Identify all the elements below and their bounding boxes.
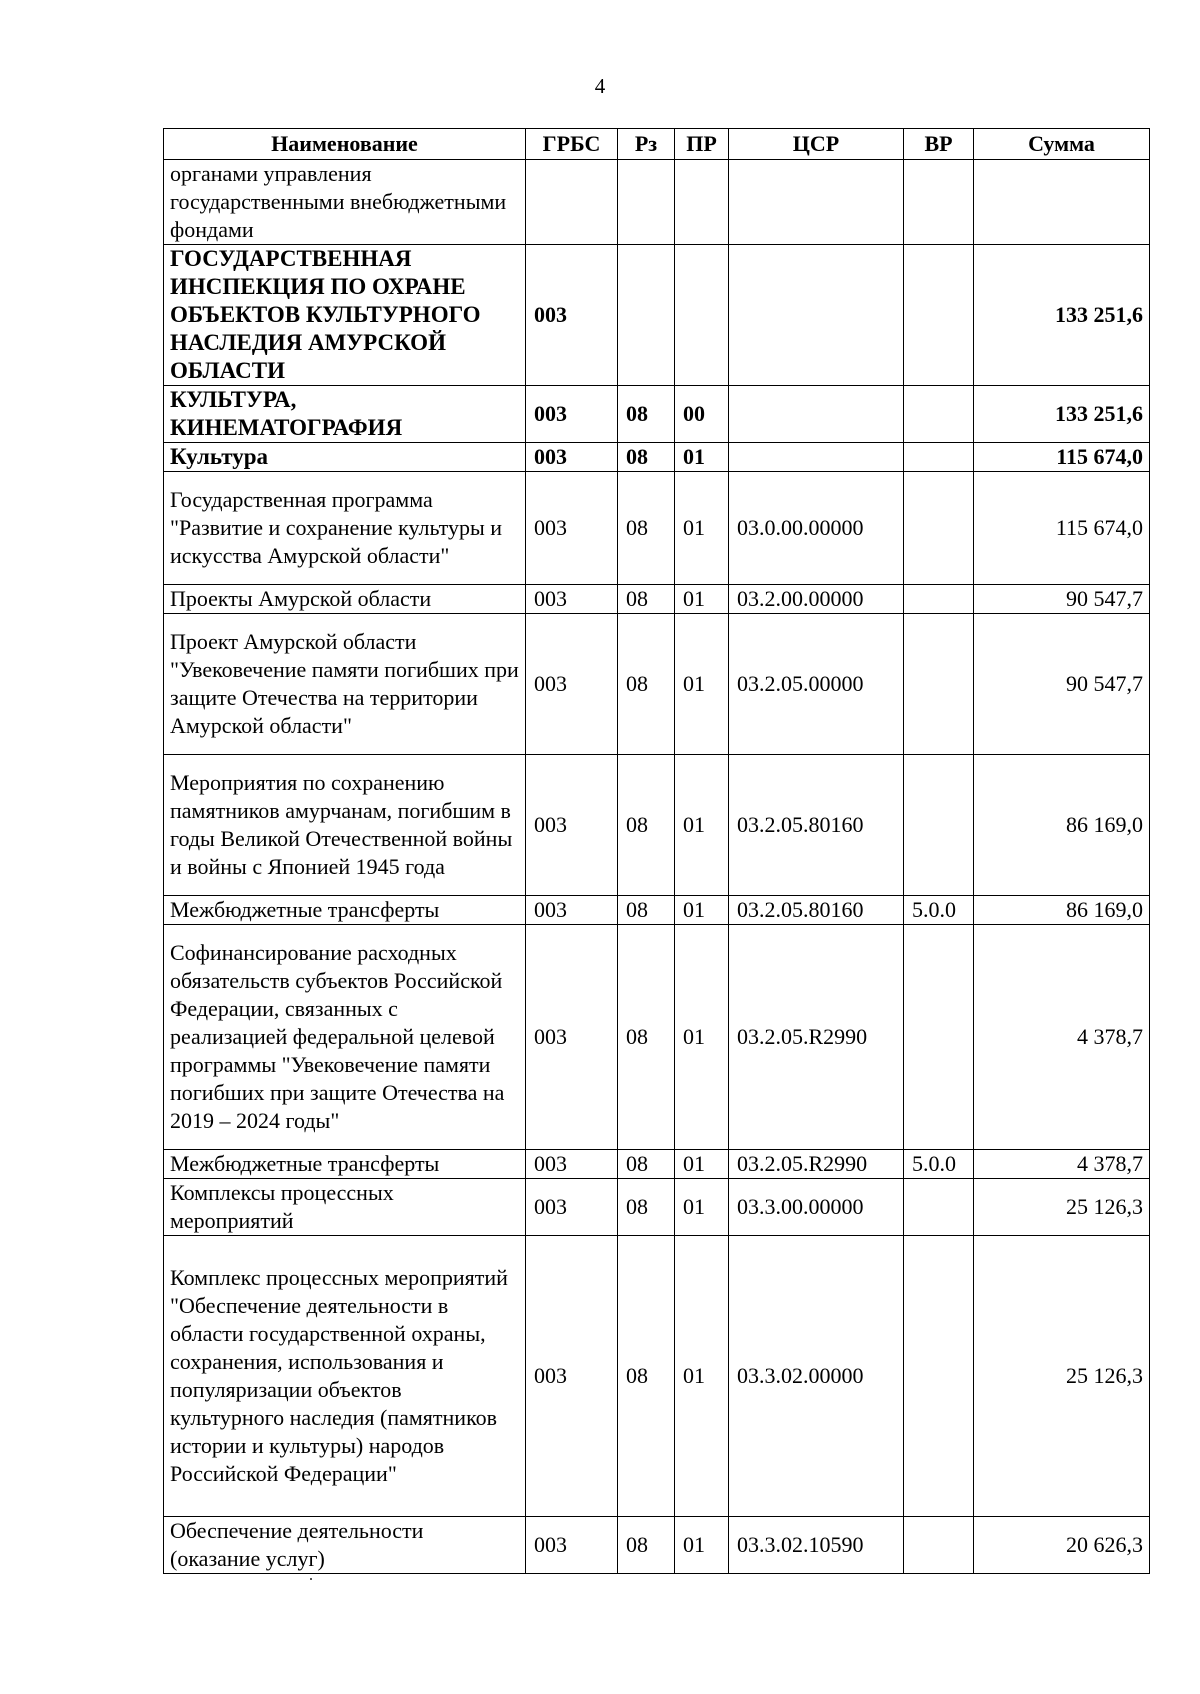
cell-grbs: 003 — [526, 585, 618, 614]
cell-pr: 00 — [675, 386, 729, 443]
header-name: Наименование — [164, 129, 526, 160]
cell-name: Государственная программа "Развитие и сохранение культуры и искусства Амурской области" — [164, 472, 526, 585]
cell-rz: 08 — [618, 585, 675, 614]
cell-rz: 08 — [618, 925, 675, 1150]
cell-name: Комплексы процессных мероприятий — [164, 1179, 526, 1236]
cell-name: Комплекс процессных мероприятий "Обеспечение деятельности в области государственной охраны, сохранения, использования и популяризации объектов культурного наследия (памятников истории и культуры) народов Российской Федерации" — [164, 1236, 526, 1517]
cell-name: Межбюджетные трансферты — [164, 896, 526, 925]
cell-sum: 133 251,6 — [974, 245, 1150, 386]
table-row — [164, 755, 1150, 896]
cell-csr: 03.3.02.00000 — [729, 1236, 904, 1517]
header-csr: ЦСР — [729, 129, 904, 160]
cell-name: органами управления государственными внебюджетными фондами — [164, 160, 526, 245]
page-number: 4 — [594, 74, 606, 98]
cell-csr — [729, 443, 904, 472]
cell-rz: 08 — [618, 1150, 675, 1179]
table-row — [164, 443, 1150, 472]
cell-pr: 01 — [675, 585, 729, 614]
cell-pr: 01 — [675, 896, 729, 925]
cell-grbs: 003 — [526, 614, 618, 755]
cell-rz: 08 — [618, 386, 675, 443]
cell-csr: 03.3.00.00000 — [729, 1179, 904, 1236]
header-grbs: ГРБС — [526, 129, 618, 160]
cell-sum: 20 626,3 — [974, 1517, 1150, 1574]
cell-vr — [904, 755, 974, 896]
cell-pr: 01 — [675, 925, 729, 1150]
table-row — [164, 925, 1150, 1150]
header-vr: ВР — [904, 129, 974, 160]
cell-pr: 01 — [675, 1236, 729, 1517]
cell-csr: 03.2.05.80160 — [729, 896, 904, 925]
cell-vr: 5.0.0 — [904, 896, 974, 925]
table-row — [164, 386, 1150, 443]
cell-csr: 03.2.05.R2990 — [729, 925, 904, 1150]
cell-sum: 86 169,0 — [974, 896, 1150, 925]
table-row — [164, 1179, 1150, 1236]
cell-pr: 01 — [675, 1150, 729, 1179]
cell-name: Обеспечение деятельности (оказание услуг) — [164, 1517, 526, 1574]
table-row — [164, 896, 1150, 925]
cell-pr: 01 — [675, 443, 729, 472]
cell-pr: 01 — [675, 472, 729, 585]
cell-name: Межбюджетные трансферты — [164, 1150, 526, 1179]
cell-vr — [904, 443, 974, 472]
cell-csr: 03.2.05.80160 — [729, 755, 904, 896]
cell-name: Мероприятия по сохранению памятников амурчанам, погибшим в годы Великой Отечественной войны и войны с Японией 1945 года — [164, 755, 526, 896]
cell-grbs: 003 — [526, 443, 618, 472]
cell-grbs — [526, 160, 618, 245]
cell-vr — [904, 1517, 974, 1574]
cell-rz — [618, 245, 675, 386]
cell-vr — [904, 386, 974, 443]
cell-grbs: 003 — [526, 1150, 618, 1179]
cell-name: Проекты Амурской области — [164, 585, 526, 614]
cell-rz: 08 — [618, 1517, 675, 1574]
cell-sum: 86 169,0 — [974, 755, 1150, 896]
cell-sum — [974, 160, 1150, 245]
cell-rz: 08 — [618, 1179, 675, 1236]
cell-name: КУЛЬТУРА, КИНЕМАТОГРАФИЯ — [164, 386, 526, 443]
cell-pr: 01 — [675, 1517, 729, 1574]
cell-sum: 90 547,7 — [974, 614, 1150, 755]
cell-pr — [675, 160, 729, 245]
cell-rz: 08 — [618, 896, 675, 925]
cell-pr: 01 — [675, 755, 729, 896]
cell-pr: 01 — [675, 1179, 729, 1236]
cell-grbs: 003 — [526, 1517, 618, 1574]
cell-csr: 03.0.00.00000 — [729, 472, 904, 585]
cell-rz: 08 — [618, 755, 675, 896]
cell-sum: 133 251,6 — [974, 386, 1150, 443]
table-row — [164, 160, 1150, 245]
cell-vr — [904, 472, 974, 585]
cell-grbs: 003 — [526, 386, 618, 443]
cell-csr — [729, 245, 904, 386]
cell-rz: 08 — [618, 443, 675, 472]
cell-grbs: 003 — [526, 245, 618, 386]
cell-vr — [904, 1236, 974, 1517]
cell-name: Софинансирование расходных обязательств субъектов Российской Федерации, связанных с реализацией федеральной целевой программы "Увековечение памяти погибших при защите Отечества на 2019 – 2024 годы" — [164, 925, 526, 1150]
cell-rz — [618, 160, 675, 245]
cell-sum: 115 674,0 — [974, 472, 1150, 585]
cell-csr: 03.2.00.00000 — [729, 585, 904, 614]
table-row — [164, 1150, 1150, 1179]
cell-sum: 4 378,7 — [974, 1150, 1150, 1179]
cell-vr — [904, 585, 974, 614]
cell-vr — [904, 1179, 974, 1236]
cell-name: Проект Амурской области "Увековечение памяти погибших при защите Отечества на территории Амурской области" — [164, 614, 526, 755]
table-row — [164, 245, 1150, 386]
header-pr: ПР — [675, 129, 729, 160]
budget-table — [163, 128, 1150, 1574]
cell-rz: 08 — [618, 472, 675, 585]
header-sum: Сумма — [974, 129, 1150, 160]
cell-vr — [904, 160, 974, 245]
cell-name: Культура — [164, 443, 526, 472]
cell-sum: 90 547,7 — [974, 585, 1150, 614]
cell-grbs: 003 — [526, 472, 618, 585]
cell-vr: 5.0.0 — [904, 1150, 974, 1179]
cell-grbs: 003 — [526, 896, 618, 925]
cell-vr — [904, 245, 974, 386]
cell-sum: 25 126,3 — [974, 1236, 1150, 1517]
cell-pr — [675, 245, 729, 386]
cell-sum: 25 126,3 — [974, 1179, 1150, 1236]
cell-rz: 08 — [618, 1236, 675, 1517]
cell-csr: 03.2.05.R2990 — [729, 1150, 904, 1179]
table-row — [164, 472, 1150, 585]
cell-grbs: 003 — [526, 925, 618, 1150]
cell-csr — [729, 160, 904, 245]
header-rz: Рз — [618, 129, 675, 160]
cell-vr — [904, 925, 974, 1150]
cell-csr — [729, 386, 904, 443]
cell-grbs: 003 — [526, 755, 618, 896]
cell-rz: 08 — [618, 614, 675, 755]
table-row — [164, 585, 1150, 614]
cell-grbs: 003 — [526, 1179, 618, 1236]
table-row — [164, 614, 1150, 755]
table-header-row — [164, 129, 1150, 160]
table-row — [164, 1236, 1150, 1517]
cell-pr: 01 — [675, 614, 729, 755]
cell-name: ГОСУДАРСТВЕННАЯ ИНСПЕКЦИЯ ПО ОХРАНЕ ОБЪЕКТОВ КУЛЬТУРНОГО НАСЛЕДИЯ АМУРСКОЙ ОБЛАСТИ — [164, 245, 526, 386]
cell-csr: 03.2.05.00000 — [729, 614, 904, 755]
cell-sum: 4 378,7 — [974, 925, 1150, 1150]
scan-speck — [310, 1578, 312, 1580]
cell-grbs: 003 — [526, 1236, 618, 1517]
cell-csr: 03.3.02.10590 — [729, 1517, 904, 1574]
cell-sum: 115 674,0 — [974, 443, 1150, 472]
table-row — [164, 1517, 1150, 1574]
cell-vr — [904, 614, 974, 755]
